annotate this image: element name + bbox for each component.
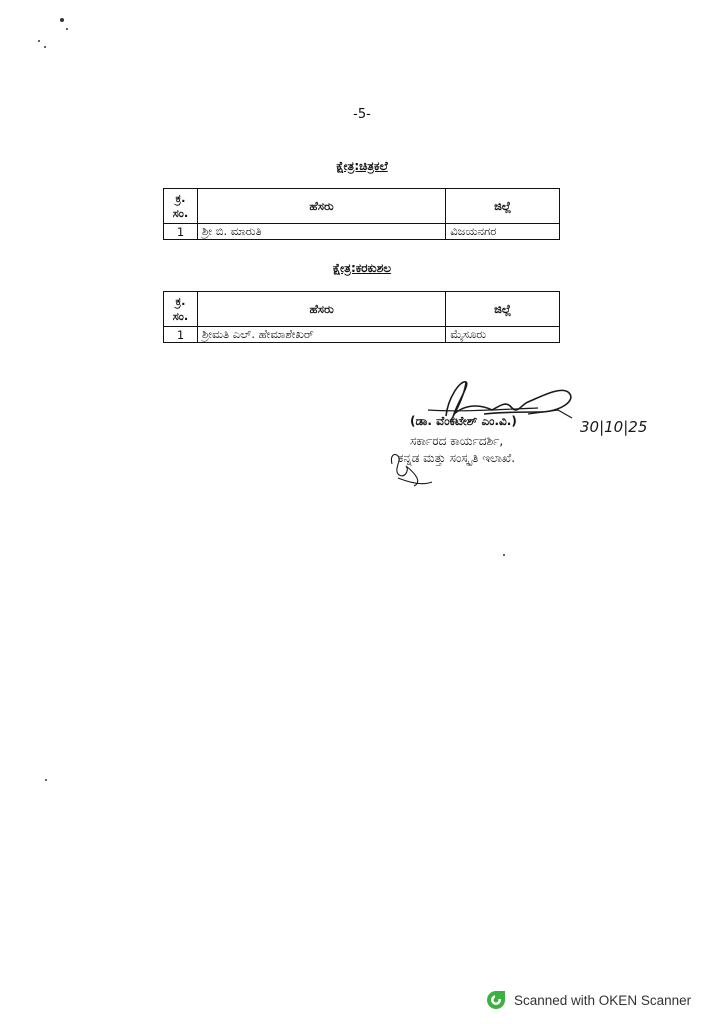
column-header-serial: ಕ್ರ. ಸಂ. — [164, 292, 198, 327]
column-header-district: ಜಿಲ್ಲೆ — [446, 292, 560, 327]
scan-speck — [503, 554, 505, 556]
cell-name: ಶ್ರೀಮತಿ ಎಲ್. ಹೇಮಾಶೇಖರ್ — [197, 327, 445, 343]
cell-name: ಶ್ರೀ ಬಿ. ಮಾರುತಿ — [197, 224, 445, 240]
cell-district: ಮೈಸೂರು — [446, 327, 560, 343]
column-header-name: ಹೆಸರು — [197, 292, 445, 327]
section-title-handicrafts: ಕ್ಷೇತ್ರ:ಕರಕುಶಲ — [332, 261, 392, 275]
painting-awardee-table — [163, 188, 560, 240]
page-number: -5- — [353, 107, 371, 122]
table-header-row — [164, 189, 560, 224]
cell-serial: 1 — [164, 327, 198, 343]
handwritten-date — [580, 414, 660, 438]
table-row — [164, 224, 560, 240]
scanner-watermark — [486, 989, 716, 1011]
scan-speck — [60, 18, 64, 22]
column-header-name: ಹೆಸರು — [197, 189, 445, 224]
section-title-painting: ಕ್ಷೇತ್ರ:ಚಿತ್ರಕಲೆ — [336, 159, 388, 173]
table-header-row — [164, 292, 560, 327]
scanner-watermark-text: Scanned with OKEN Scanner — [514, 992, 692, 1008]
svg-text:30|10|25: 30|10|25 — [580, 418, 648, 436]
scan-speck — [66, 28, 68, 30]
signatory-designation: ಸರ್ಕಾರದ ಕಾರ್ಯದರ್ಶಿ, — [410, 434, 504, 448]
scan-speck — [45, 779, 47, 781]
cell-district: ವಿಜಯನಗರ — [446, 224, 560, 240]
handicrafts-awardee-table — [163, 291, 560, 343]
oken-scanner-logo-icon — [486, 990, 506, 1010]
table-row — [164, 327, 560, 343]
signatory-name: (ಡಾ. ವೆಂಕಟೇಶ್ ಎಂ.ವಿ.) — [410, 414, 517, 428]
signatory-department: ಕನ್ನಡ ಮತ್ತು ಸಂಸ್ಕೃತಿ ಇಲಾಖೆ. — [398, 451, 516, 465]
scan-speck — [38, 40, 40, 42]
column-header-serial: ಕ್ರ. ಸಂ. — [164, 189, 198, 224]
cell-serial: 1 — [164, 224, 198, 240]
column-header-district: ಜಿಲ್ಲೆ — [446, 189, 560, 224]
scan-speck — [44, 46, 46, 48]
